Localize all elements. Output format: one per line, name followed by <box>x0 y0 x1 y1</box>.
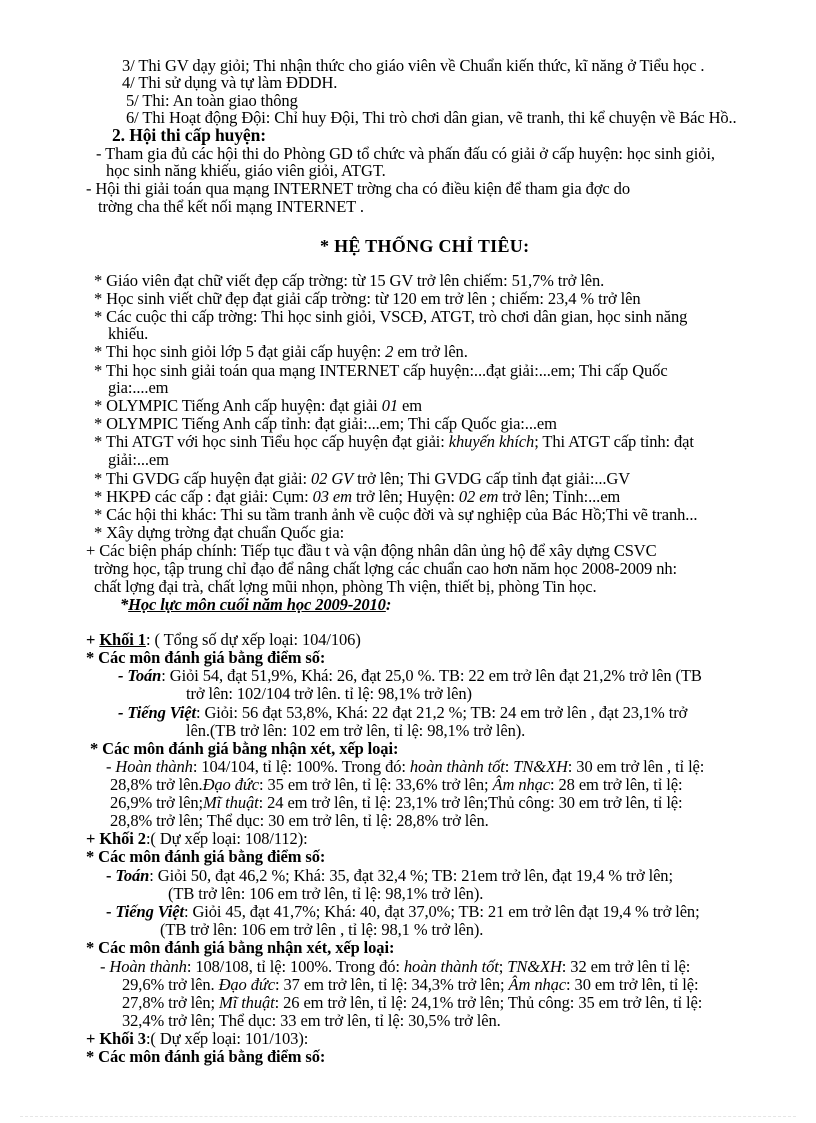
grade-1-heading: + Khối 1: ( Tổng số dự xếp loại: 104/106) <box>86 630 361 649</box>
contest-item-4: 4/ Thi sử dụng và tự làm ĐDDH. <box>122 73 338 92</box>
target-item: giải:...em <box>108 450 169 469</box>
results-heading: *Học lực môn cuối năm học 2009-2010: <box>120 595 392 614</box>
target-item: * OLYMPIC Tiếng Anh cấp tỉnh: đạt giải:...em; Thi cấp Quốc gia:...em <box>94 414 557 433</box>
target-item: * Thi ATGT với học sinh Tiểu học cấp huyện đạt giải: khuyến khích; Thi ATGT cấp tỉnh: đạt <box>94 432 694 451</box>
grade-2-math: - Toán: Giỏi 50, đạt 46,2 %; Khá: 35, đạt 32,4 %; TB: 21em trở lên, đạt 19,4 % trở lên; <box>106 866 673 885</box>
grade-1-assessed: - Hoàn thành: 104/104, tỉ lệ: 100%. Trong đó: hoàn thành tốt: TN&XH: 30 em trở lên , tỉ lệ: <box>106 757 705 776</box>
grade-1-math-cont: trở lên: 102/104 trở lên. tỉ lệ: 98,1% trở lên) <box>186 684 472 703</box>
page-bottom-divider <box>20 1116 796 1117</box>
contest-item-3: 3/ Thi GV dạy giỏi; Thi nhận thức cho giáo viên về Chuẩn kiến thức, kĩ năng ở Tiểu học . <box>122 56 705 75</box>
grade-1-vietnamese-cont: lên.(TB trở lên: 102 em trở lên, tỉ lệ: 98,1% trở lên). <box>186 721 526 740</box>
contest-item-5: 5/ Thi: An toàn giao thông <box>126 91 298 110</box>
grade-2-assessed: - Hoàn thành: 108/108, tỉ lệ: 100%. Trong đó: hoàn thành tốt; TN&XH: 32 em trở lên tỉ lệ: <box>100 957 691 976</box>
grade-2-vietnamese-cont: (TB trở lên: 106 em trở lên , tỉ lệ: 98,1 % trở lên). <box>160 920 484 939</box>
grade-1-math: - Toán: Giỏi 54, đạt 51,9%, Khá: 26, đạt 25,0 %. TB: 22 em trở lên đạt 21,2% trở lên (TB <box>118 666 702 685</box>
grade-3-heading: + Khối 3:( Dự xếp loại: 101/103): <box>86 1029 309 1048</box>
target-item: * Giáo viên đạt chữ viết đẹp cấp trờng: từ 15 GV trở lên chiếm: 51,7% trở lên. <box>94 271 605 290</box>
measures-line: trờng học, tập trung chỉ đạo để nâng chất lợng các chuẩn cao hơn năm học 2008-2009 nh: <box>94 559 677 578</box>
grade-1-assessed-cont: 28,8% trở lên.Đạo đức: 35 em trở lên, tỉ lệ: 33,6% trở lên; Âm nhạc: 28 em trở lên, tỉ lệ: <box>110 775 683 794</box>
target-item: * HKPĐ các cấp : đạt giải: Cụm: 03 em trở lên; Huyện: 02 em trở lên; Tỉnh:...em <box>94 487 621 506</box>
paragraph-line: - Hội thi giải toán qua mạng INTERNET trờng cha có điều kiện để tham gia đợc do <box>86 179 630 198</box>
scored-subjects-heading: * Các môn đánh giá bằng điểm số: <box>86 1047 326 1066</box>
target-item: gia:....em <box>108 378 169 397</box>
target-item: * OLYMPIC Tiếng Anh cấp huyện: đạt giải 01 em <box>94 396 422 415</box>
grade-1-assessed-cont: 26,9% trở lên;Mĩ thuật: 24 em trở lên, tỉ lệ: 23,1% trở lên;Thủ công: 30 em trở lên, tỉ lệ: <box>110 793 683 812</box>
target-item: * Xây dựng trờng đạt chuẩn Quốc gia: <box>94 523 345 542</box>
grade-2-assessed-cont: 27,8% trở lên; Mĩ thuật: 26 em trở lên, tỉ lệ: 24,1% trở lên; Thủ công: 35 em trở lên, tỉ lệ: <box>122 993 703 1012</box>
target-item: khiếu. <box>108 324 149 343</box>
grade-2-math-cont: (TB trở lên: 106 em trở lên, tỉ lệ: 98,1% trở lên). <box>168 884 484 903</box>
grade-1-assessed-cont: 28,8% trở lên; Thể dục: 30 em trở lên, tỉ lệ: 28,8% trở lên. <box>110 811 489 830</box>
grade-2-assessed-cont: 29,6% trở lên. Đạo đức: 37 em trở lên, tỉ lệ: 34,3% trở lên; Âm nhạc: 30 em trở lên, tỉ lệ: <box>122 975 699 994</box>
assessed-subjects-heading: * Các môn đánh giá bằng nhận xét, xếp loại: <box>90 739 399 758</box>
target-item: * Các cuộc thi cấp trờng: Thi học sinh giỏi, VSCĐ, ATGT, trò chơi dân gian, học sinh năng <box>94 307 688 326</box>
target-item: * Thi học sinh giải toán qua mạng INTERNET cấp huyện:...đạt giải:...em; Thi cấp Quốc <box>94 361 668 380</box>
contest-item-6: 6/ Thi Hoạt động Đội: Chỉ huy Đội, Thi trò chơi dân gian, vẽ tranh, thi kể chuyện về Bác Hồ.. <box>126 108 737 127</box>
target-item: * Thi học sinh giỏi lớp 5 đạt giải cấp huyện: 2 em trở lên. <box>94 342 468 361</box>
paragraph-line: - Tham gia đủ các hội thi do Phòng GD tổ chức và phấn đấu có giải ở cấp huyện: học sinh giỏi, <box>96 144 715 163</box>
target-item: * Học sinh viết chữ đẹp đạt giải cấp trờng: từ 120 em trở lên ; chiếm: 23,4 % trở lên <box>94 289 641 308</box>
section-title-targets: * HỆ THỐNG CHỈ TIÊU: <box>320 236 530 256</box>
scored-subjects-heading: * Các môn đánh giá bằng điểm số: <box>86 648 326 667</box>
grade-2-heading: + Khối 2:( Dự xếp loại: 108/112): <box>86 829 308 848</box>
grade-2-assessed-cont: 32,4% trở lên; Thể dục: 33 em trở lên, tỉ lệ: 30,5% trở lên. <box>122 1011 501 1030</box>
paragraph-line: trờng cha thể kết nối mạng INTERNET . <box>98 197 364 216</box>
assessed-subjects-heading: * Các môn đánh giá bằng nhận xét, xếp loại: <box>86 938 395 957</box>
grade-2-vietnamese: - Tiếng Việt: Giỏi 45, đạt 41,7%; Khá: 40, đạt 37,0%; TB: 21 em trở lên đạt 19,4 % trở lên; <box>106 902 700 921</box>
paragraph-line: học sinh năng khiếu, giáo viên giỏi, ATGT. <box>106 161 386 180</box>
measures-line: chất lợng đại trà, chất lợng mũi nhọn, phòng Th viện, thiết bị, phòng Tin học. <box>94 577 597 596</box>
target-item: * Thi GVDG cấp huyện đạt giải: 02 GV trở lên; Thi GVDG cấp tỉnh đạt giải:...GV <box>94 469 631 488</box>
measures-line: + Các biện pháp chính: Tiếp tục đầu t và vận động nhân dân ủng hộ để xây dựng CSVC <box>86 541 657 560</box>
target-item: * Các hội thi khác: Thi su tầm tranh ảnh về cuộc đời và sự nghiệp của Bác Hồ;Thi vẽ tranh... <box>94 505 698 524</box>
scored-subjects-heading: * Các môn đánh giá bằng điểm số: <box>86 847 326 866</box>
grade-1-vietnamese: - Tiếng Việt: Giỏi: 56 đạt 53,8%, Khá: 22 đạt 21,2 %; TB: 24 em trở lên , đạt 23,1% trở <box>118 703 688 722</box>
section-heading-district: 2. Hội thi cấp huyện: <box>112 125 266 145</box>
